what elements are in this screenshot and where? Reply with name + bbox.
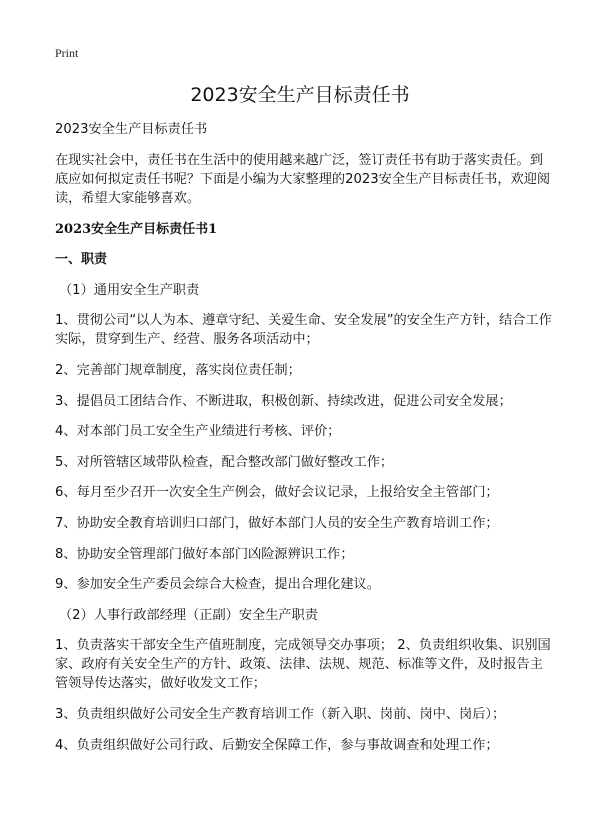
list-item: 5、对所管辖区域带队检查，配合整改部门做好整改工作； bbox=[55, 454, 394, 470]
list-item: 4、负责组织做好公司行政、后勤安全保障工作，参与事故调查和处理工作； bbox=[55, 737, 499, 753]
list-item: 1、贯彻公司“以人为本、遵章守纪、关爱生命、安全发展”的安全生产方针，结合工作实际，贯穿到生产、经营、服务各项活动中； bbox=[55, 313, 552, 348]
list-item: 6、每月至少召开一次安全生产例会，做好会议记录，上报给安全主管部门； bbox=[55, 485, 499, 501]
list-item: 1、负责落实干部安全生产值班制度，完成领导交办事项； 2、负责组织收集、识别国家、政府有关安全生产的方针、政策、法律、法规、规范、标准等文件，及时报告主管领导传达落实，做好收发文工作； bbox=[55, 638, 551, 692]
print-label: Print bbox=[55, 46, 79, 60]
group-heading-general: （1）通用安全生产职责 bbox=[59, 282, 200, 298]
group-heading-hr: （2）人事行政部经理（正副）安全生产职责 bbox=[59, 607, 318, 623]
list-item: 9、参加安全生产委员会综合大检查，提出合理化建议。 bbox=[55, 577, 380, 593]
document-subtitle: 2023安全生产目标责任书 bbox=[55, 122, 208, 137]
part-heading: 一、职责 bbox=[55, 252, 108, 268]
intro-paragraph: 在现实社会中，责任书在生活中的使用越来越广泛，签订责任书有助于落实责任。到底应如何拟定责任书呢？下面是小编为大家整理的2023安全生产目标责任书，欢迎阅读，希望大家能够喜欢。 bbox=[55, 152, 551, 206]
document-title: 2023安全生产目标责任书 bbox=[190, 84, 410, 106]
list-item: 8、协助安全管理部门做好本部门凶险源辨识工作； bbox=[55, 546, 354, 562]
list-item: 2、完善部门规章制度，落实岗位责任制； bbox=[55, 362, 301, 378]
list-item: 4、对本部门员工安全生产业绩进行考核、评价； bbox=[55, 424, 341, 440]
list-item: 7、协助安全教育培训归口部门，做好本部门人员的安全生产教育培训工作； bbox=[55, 515, 499, 531]
list-item: 3、提倡员工团结合作、不断进取，积极创新、持续改进，促进公司安全发展； bbox=[55, 393, 512, 409]
section-heading: 2023安全生产目标责任书1 bbox=[55, 221, 218, 237]
document-body bbox=[55, 120, 555, 766]
list-item: 3、负责组织做好公司安全生产教育培训工作（新入职、岗前、岗中、岗后）； bbox=[55, 706, 506, 722]
